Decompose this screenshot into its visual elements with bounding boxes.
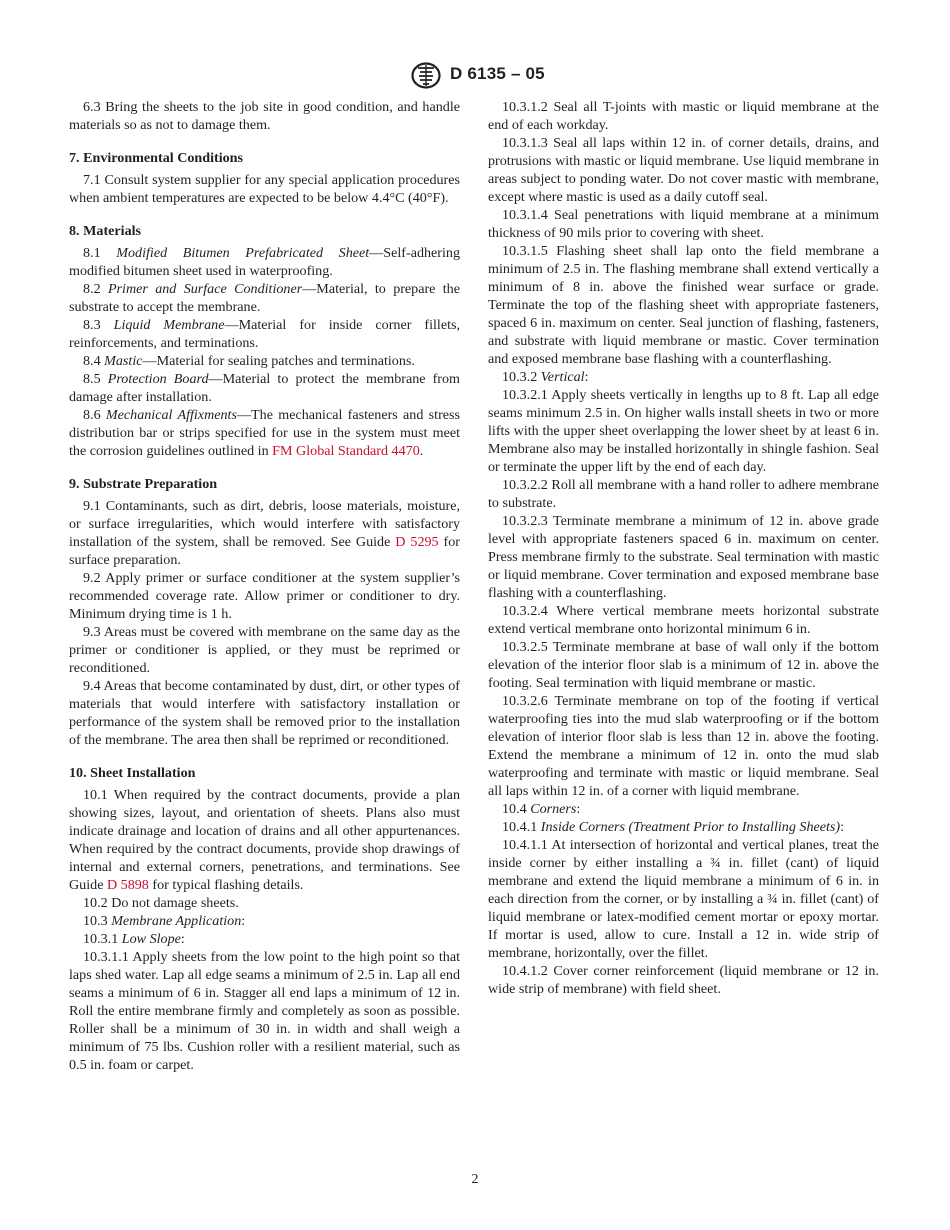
document-designation: D 6135 – 05	[450, 64, 545, 83]
page-number: 2	[471, 1172, 479, 1187]
paragraph-10-3-2-5: 10.3.2.5 Terminate membrane at base of wall only if the bottom elevation of the interior floor slab is a minimum of 12 in. above the footing. Seal termination with liquid membrane or mastic.	[488, 639, 879, 691]
paragraph-8-3: 8.3 Liquid Membrane—Material for inside corner fillets, reinforcements, and terminations.	[69, 317, 461, 351]
section-heading-7: 7. Environmental Conditions	[69, 150, 243, 166]
paragraph-10-3: 10.3 Membrane Application:	[83, 913, 246, 929]
paragraph-10-3-2: 10.3.2 Vertical:	[502, 369, 589, 385]
paragraph-10-3-1-3: 10.3.1.3 Seal all laps within 12 in. of corner details, drains, and protrusions with mastic or liquid membrane. Use liquid membrane in areas subject to ponding water. Do not cover mastic with membrane, except where mastic is used as a daily cutoff seal.	[488, 135, 879, 205]
paragraph-9-1: 9.1 Contaminants, such as dirt, debris, loose materials, moisture, or surface irregularities, which would interfere with satisfactory installation of the system, shall be removed. See Guide D 5295 for surface preparation.	[69, 498, 460, 568]
paragraph-8-4: 8.4 Mastic—Material for sealing patches and terminations.	[83, 353, 415, 369]
paragraph-10-3-1-2: 10.3.1.2 Seal all T-joints with mastic or liquid membrane at the end of each workday.	[488, 99, 879, 133]
paragraph-8-1: 8.1 Modified Bitumen Prefabricated Sheet—Self-adhering modified bitumen sheet used in waterproofing.	[69, 245, 461, 279]
paragraph-8-6: 8.6 Mechanical Affixments—The mechanical fasteners and stress distribution bar or strips specified for use in the system must meet the corrosion guidelines outlined in FM Global Standard 4470.	[69, 407, 460, 459]
paragraph-10-1: 10.1 When required by the contract documents, provide a plan showing sizes, layout, and orientation of sheets. Plans also must indicate drainage and location of drains and all other appurtenances. When required by the contract documents, provide shop drawings of internal and external corners, penetrations, and terminations. See Guide D 5898 for typical flashing details.	[69, 787, 460, 893]
paragraph-10-3-2-1: 10.3.2.1 Apply sheets vertically in lengths up to 8 ft. Lap all edge seams minimum 2.5 in. On higher walls install sheets in two or more lifts with the upper sheet overlapping the lower sheet by at least 6 in. Membrane also may be installed horizontally in shingle fashion. Seal or terminate the upper lift by the end of each day.	[488, 387, 879, 475]
d5295-link[interactable]: D 5295	[395, 534, 439, 550]
paragraph-7-1: 7.1 Consult system supplier for any special application procedures when ambient temperatures are expected to be below 4.4°C (40°F).	[69, 172, 460, 206]
paragraph-8-5: 8.5 Protection Board—Material to protect the membrane from damage after installation.	[69, 371, 460, 405]
paragraph-10-3-1: 10.3.1 Low Slope:	[83, 931, 185, 947]
paragraph-10-4-1-2: 10.4.1.2 Cover corner reinforcement (liquid membrane or 12 in. wide strip of membrane) with field sheet.	[488, 963, 879, 997]
fm-global-link[interactable]: FM Global Standard 4470	[272, 443, 420, 459]
paragraph-10-2: 10.2 Do not damage sheets.	[83, 895, 239, 911]
paragraph-10-3-2-3: 10.3.2.3 Terminate membrane a minimum of 12 in. above grade level with appropriate fasteners spaced 6 in. maximum on center. Press membrane firmly to the substrate. Seal termination with mastic or liquid membrane. Cover termination and exposed membrane base flashing with a counterflashing.	[488, 513, 879, 601]
section-heading-10: 10. Sheet Installation	[69, 765, 196, 781]
astm-logo-icon	[411, 62, 441, 89]
paragraph-10-4-1: 10.4.1 Inside Corners (Treatment Prior to Installing Sheets):	[502, 819, 845, 835]
section-heading-8: 8. Materials	[69, 223, 142, 239]
paragraph-8-2: 8.2 Primer and Surface Conditioner—Material, to prepare the substrate to accept the membrane.	[69, 281, 460, 315]
right-column	[488, 98, 879, 998]
left-column	[69, 98, 460, 1074]
paragraph-10-3-1-5: 10.3.1.5 Flashing sheet shall lap onto the field membrane a minimum of 2.5 in. The flashing membrane shall extend vertically a minimum of 8 in. above the finished wear surface or grade. Terminate the top of the flashing sheet with appropriate fasteners, spaced 6 in. maximum on center. Seal junction of flashing, fasteners, and substrate with liquid membrane or mastic. Cover termination and exposed membrane base flashing with a counterflashing.	[488, 243, 879, 367]
paragraph-9-3: 9.3 Areas must be covered with membrane on the same day as the primer or conditioner is applied, or they must be reprimed or reconditioned.	[69, 624, 460, 676]
paragraph-10-3-2-6: 10.3.2.6 Terminate membrane on top of the footing if vertical waterproofing ties into the mud slab waterproofing or if the bottom elevation of interior floor slab is less than 12 in. above the footing. Extend the membrane a minimum of 12 in. onto the mud slab waterproofing and terminate with mastic or liquid membrane. Seal all laps within 12 in. of a corner with liquid membrane.	[488, 693, 879, 799]
paragraph-10-3-2-2: 10.3.2.2 Roll all membrane with a hand roller to adhere membrane to substrate.	[488, 477, 879, 511]
paragraph-10-4: 10.4 Corners:	[502, 801, 581, 817]
paragraph-10-3-1-1: 10.3.1.1 Apply sheets from the low point to the high point so that laps shed water. Lap all edge seams a minimum of 2.5 in. Lap all end seams a minimum of 6 in. Stagger all end laps a minimum of 12 in. Roll the entire membrane firmly and completely as soon as possible. Roller shall be a minimum of 30 in. in width and shall weigh a minimum of 75 lbs. Cushion roller with a resilient material, such as 0.5 in. foam or carpet.	[69, 949, 460, 1073]
paragraph-6-3: 6.3 Bring the sheets to the job site in good condition, and handle materials so as not to damage them.	[69, 99, 460, 133]
page-header	[0, 62, 950, 92]
d5898-link[interactable]: D 5898	[106, 877, 149, 893]
paragraph-9-2: 9.2 Apply primer or surface conditioner at the system supplier’s recommended coverage rate. Allow primer or conditioner to dry. Minimum drying time is 1 h.	[69, 570, 460, 622]
paragraph-10-4-1-1: 10.4.1.1 At intersection of horizontal and vertical planes, treat the inside corner by either installing a ¾ in. fillet (cant) of liquid membrane and extend the liquid membrane a minimum of 6 in. in each direction from the corner, or by installing a ¾ in. fillet (cant) of liquid membrane or latex-modified cement mortar or epoxy mortar. If mortar is used, allow to cure. Install a 12 in. wide strip of membrane, horizontally, over the fillet.	[488, 837, 879, 961]
paragraph-9-4: 9.4 Areas that become contaminated by dust, dirt, or other types of materials that would interfere with satisfactory installation or performance of the system shall be removed prior to the installation of the membrane. The area then shall be reprimed or reconditioned.	[69, 678, 460, 748]
section-heading-9: 9. Substrate Preparation	[69, 476, 218, 492]
paragraph-10-3-2-4: 10.3.2.4 Where vertical membrane meets horizontal substrate extend vertical membrane onto horizontal minimum 6 in.	[488, 603, 879, 637]
paragraph-10-3-1-4: 10.3.1.4 Seal penetrations with liquid membrane at a minimum thickness of 90 mils prior to covering with sheet.	[488, 207, 879, 241]
